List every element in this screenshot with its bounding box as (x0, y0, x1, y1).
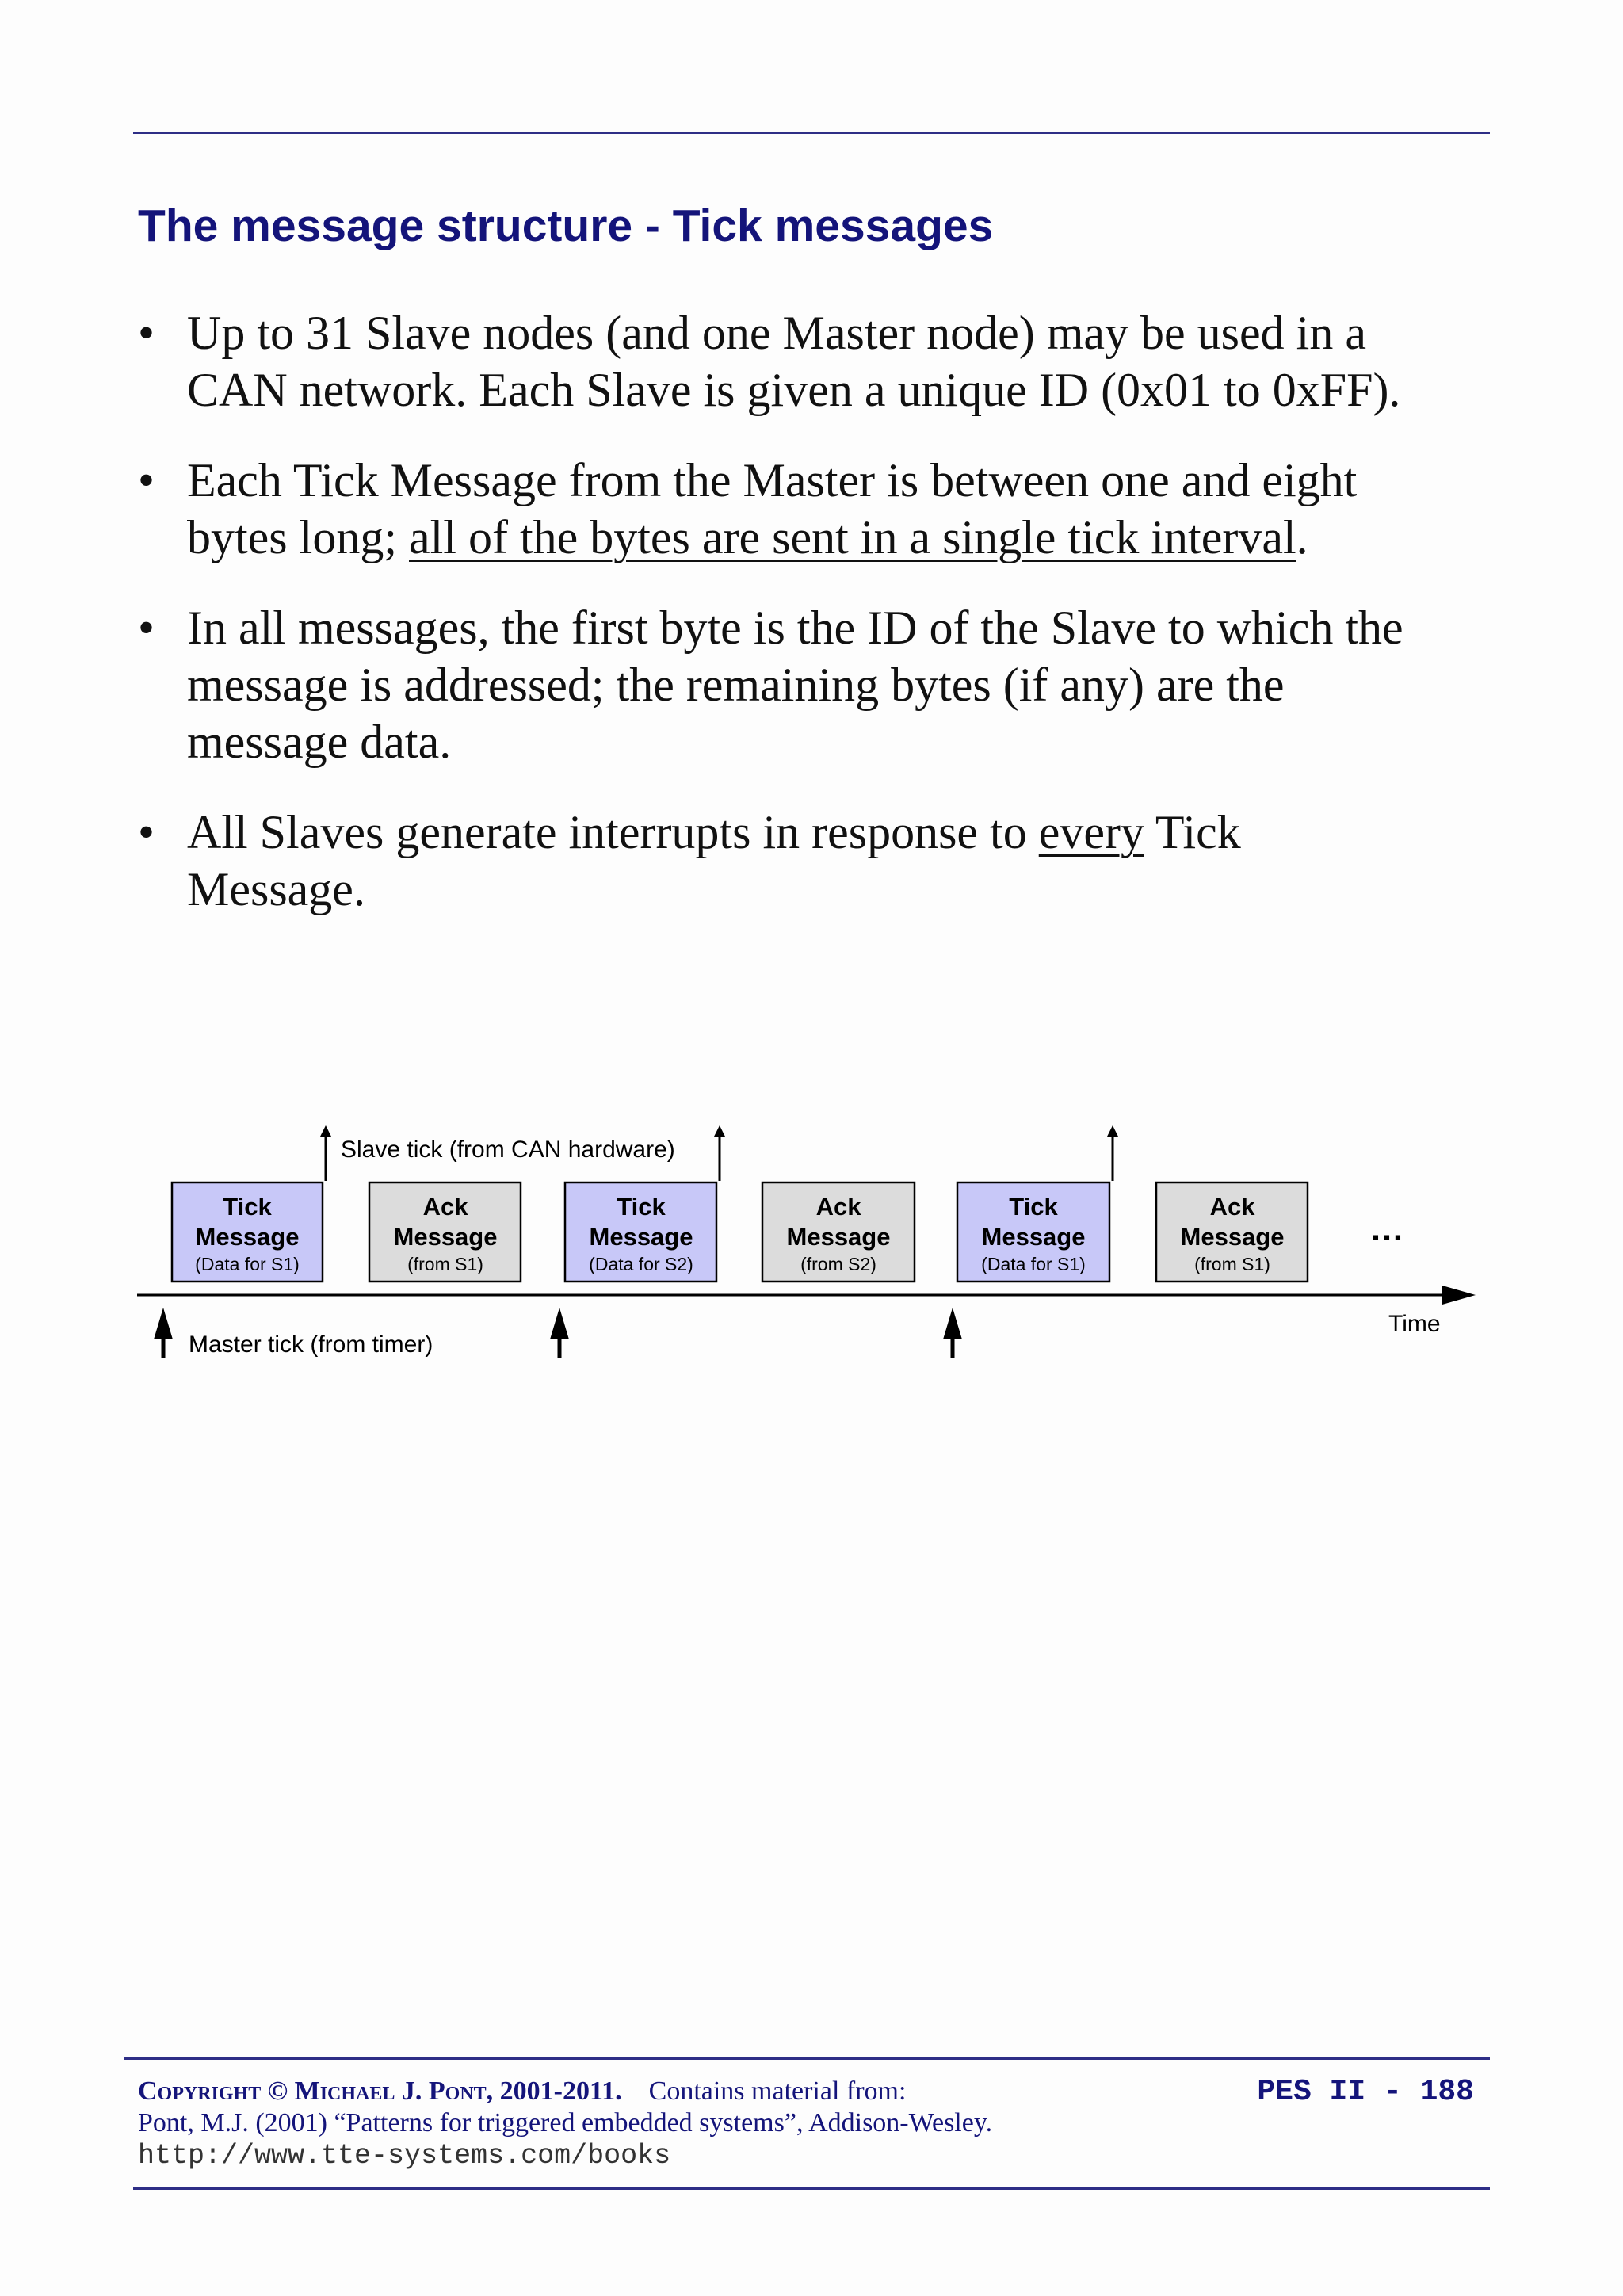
footer-copyright (138, 2076, 906, 2107)
master-tick-arrow-head (550, 1308, 569, 1339)
ellipsis: … (1369, 1209, 1404, 1248)
bullet-text-end: . (1296, 511, 1308, 563)
box-sub: (from S1) (1194, 1254, 1270, 1274)
box-line1: Tick (223, 1193, 272, 1221)
message-box (762, 1182, 915, 1282)
box-line1: Tick (1009, 1193, 1058, 1221)
box-line1: Ack (422, 1193, 468, 1221)
message-box (172, 1182, 323, 1282)
master-tick-arrow-head (154, 1308, 173, 1339)
box-line2: Message (1180, 1223, 1285, 1251)
message-box (565, 1182, 716, 1282)
bullet-text: Each Tick Message from the Master is between one and eight bytes long; (187, 454, 1358, 563)
copyright-text: Copyright © Michael J. Pont, 2001-2011. (138, 2076, 622, 2106)
box-line1: Tick (617, 1193, 666, 1221)
top-rule (133, 132, 1490, 134)
footer-bottom-rule (133, 2187, 1490, 2190)
bullet-text: All Slaves generate interrupts in response to (187, 806, 1039, 858)
bullet-item (138, 304, 1406, 418)
bullet-text: Up to 31 Slave nodes (and one Master node) may be used in a CAN network. Each Slave is given a unique ID (0x01 to 0xFF). (187, 307, 1401, 416)
box-sub: (Data for S2) (589, 1254, 693, 1274)
footer-url-link[interactable]: http://www.tte-systems.com/books (138, 2140, 671, 2172)
box-line2: Message (786, 1223, 891, 1251)
bullet-text-end: Tick Message. (187, 806, 1241, 915)
bullet-item (138, 452, 1406, 566)
slave-tick-arrow-head (714, 1125, 725, 1137)
bullet-item (138, 804, 1406, 918)
slave-tick-label: Slave tick (from CAN hardware) (341, 1137, 675, 1163)
bullet-dot-icon: • (138, 602, 155, 654)
box-line2: Message (981, 1223, 1086, 1251)
contains-text: Contains material from: (648, 2076, 907, 2106)
box-sub: (Data for S1) (195, 1254, 300, 1274)
time-label: Time (1388, 1311, 1441, 1337)
message-box (1156, 1182, 1308, 1282)
bullet-dot-icon: • (138, 454, 155, 506)
box-sub: (from S1) (407, 1254, 483, 1274)
master-tick-arrow-head (943, 1308, 962, 1339)
box-sub: (Data for S1) (981, 1254, 1086, 1274)
box-sub: (from S2) (800, 1254, 876, 1274)
footer-reference: Pont, M.J. (2001) “Patterns for triggered embedded systems”, Addison-Wesley. (138, 2108, 993, 2137)
bullet-text: In all messages, the first byte is the ID of the Slave to which the message is addressed; the remaining bytes (if any) are the message data. (187, 602, 1403, 768)
box-line2: Message (393, 1223, 498, 1251)
master-tick-label: Master tick (from timer) (189, 1331, 433, 1358)
box-line2: Message (195, 1223, 300, 1251)
footer-top-rule (124, 2057, 1490, 2060)
page-title: The message structure - Tick messages (138, 201, 994, 251)
page-number: PES II - 188 (1257, 2075, 1474, 2109)
bullet-item (138, 599, 1406, 770)
bullet-dot-icon: • (138, 307, 155, 359)
bullet-list (138, 304, 1406, 951)
slave-tick-arrow-head (320, 1125, 331, 1137)
slave-tick-arrow-head (1107, 1125, 1118, 1137)
underlined-text: all of the bytes are sent in a single tick interval (409, 511, 1296, 563)
message-timing-diagram (0, 1110, 1623, 1379)
message-box (957, 1182, 1109, 1282)
message-box (369, 1182, 521, 1282)
time-axis-arrow-head (1442, 1286, 1476, 1305)
bullet-dot-icon: • (138, 806, 155, 858)
box-line2: Message (589, 1223, 693, 1251)
underlined-text: every (1038, 806, 1144, 858)
box-line1: Ack (1209, 1193, 1255, 1221)
box-line1: Ack (815, 1193, 861, 1221)
